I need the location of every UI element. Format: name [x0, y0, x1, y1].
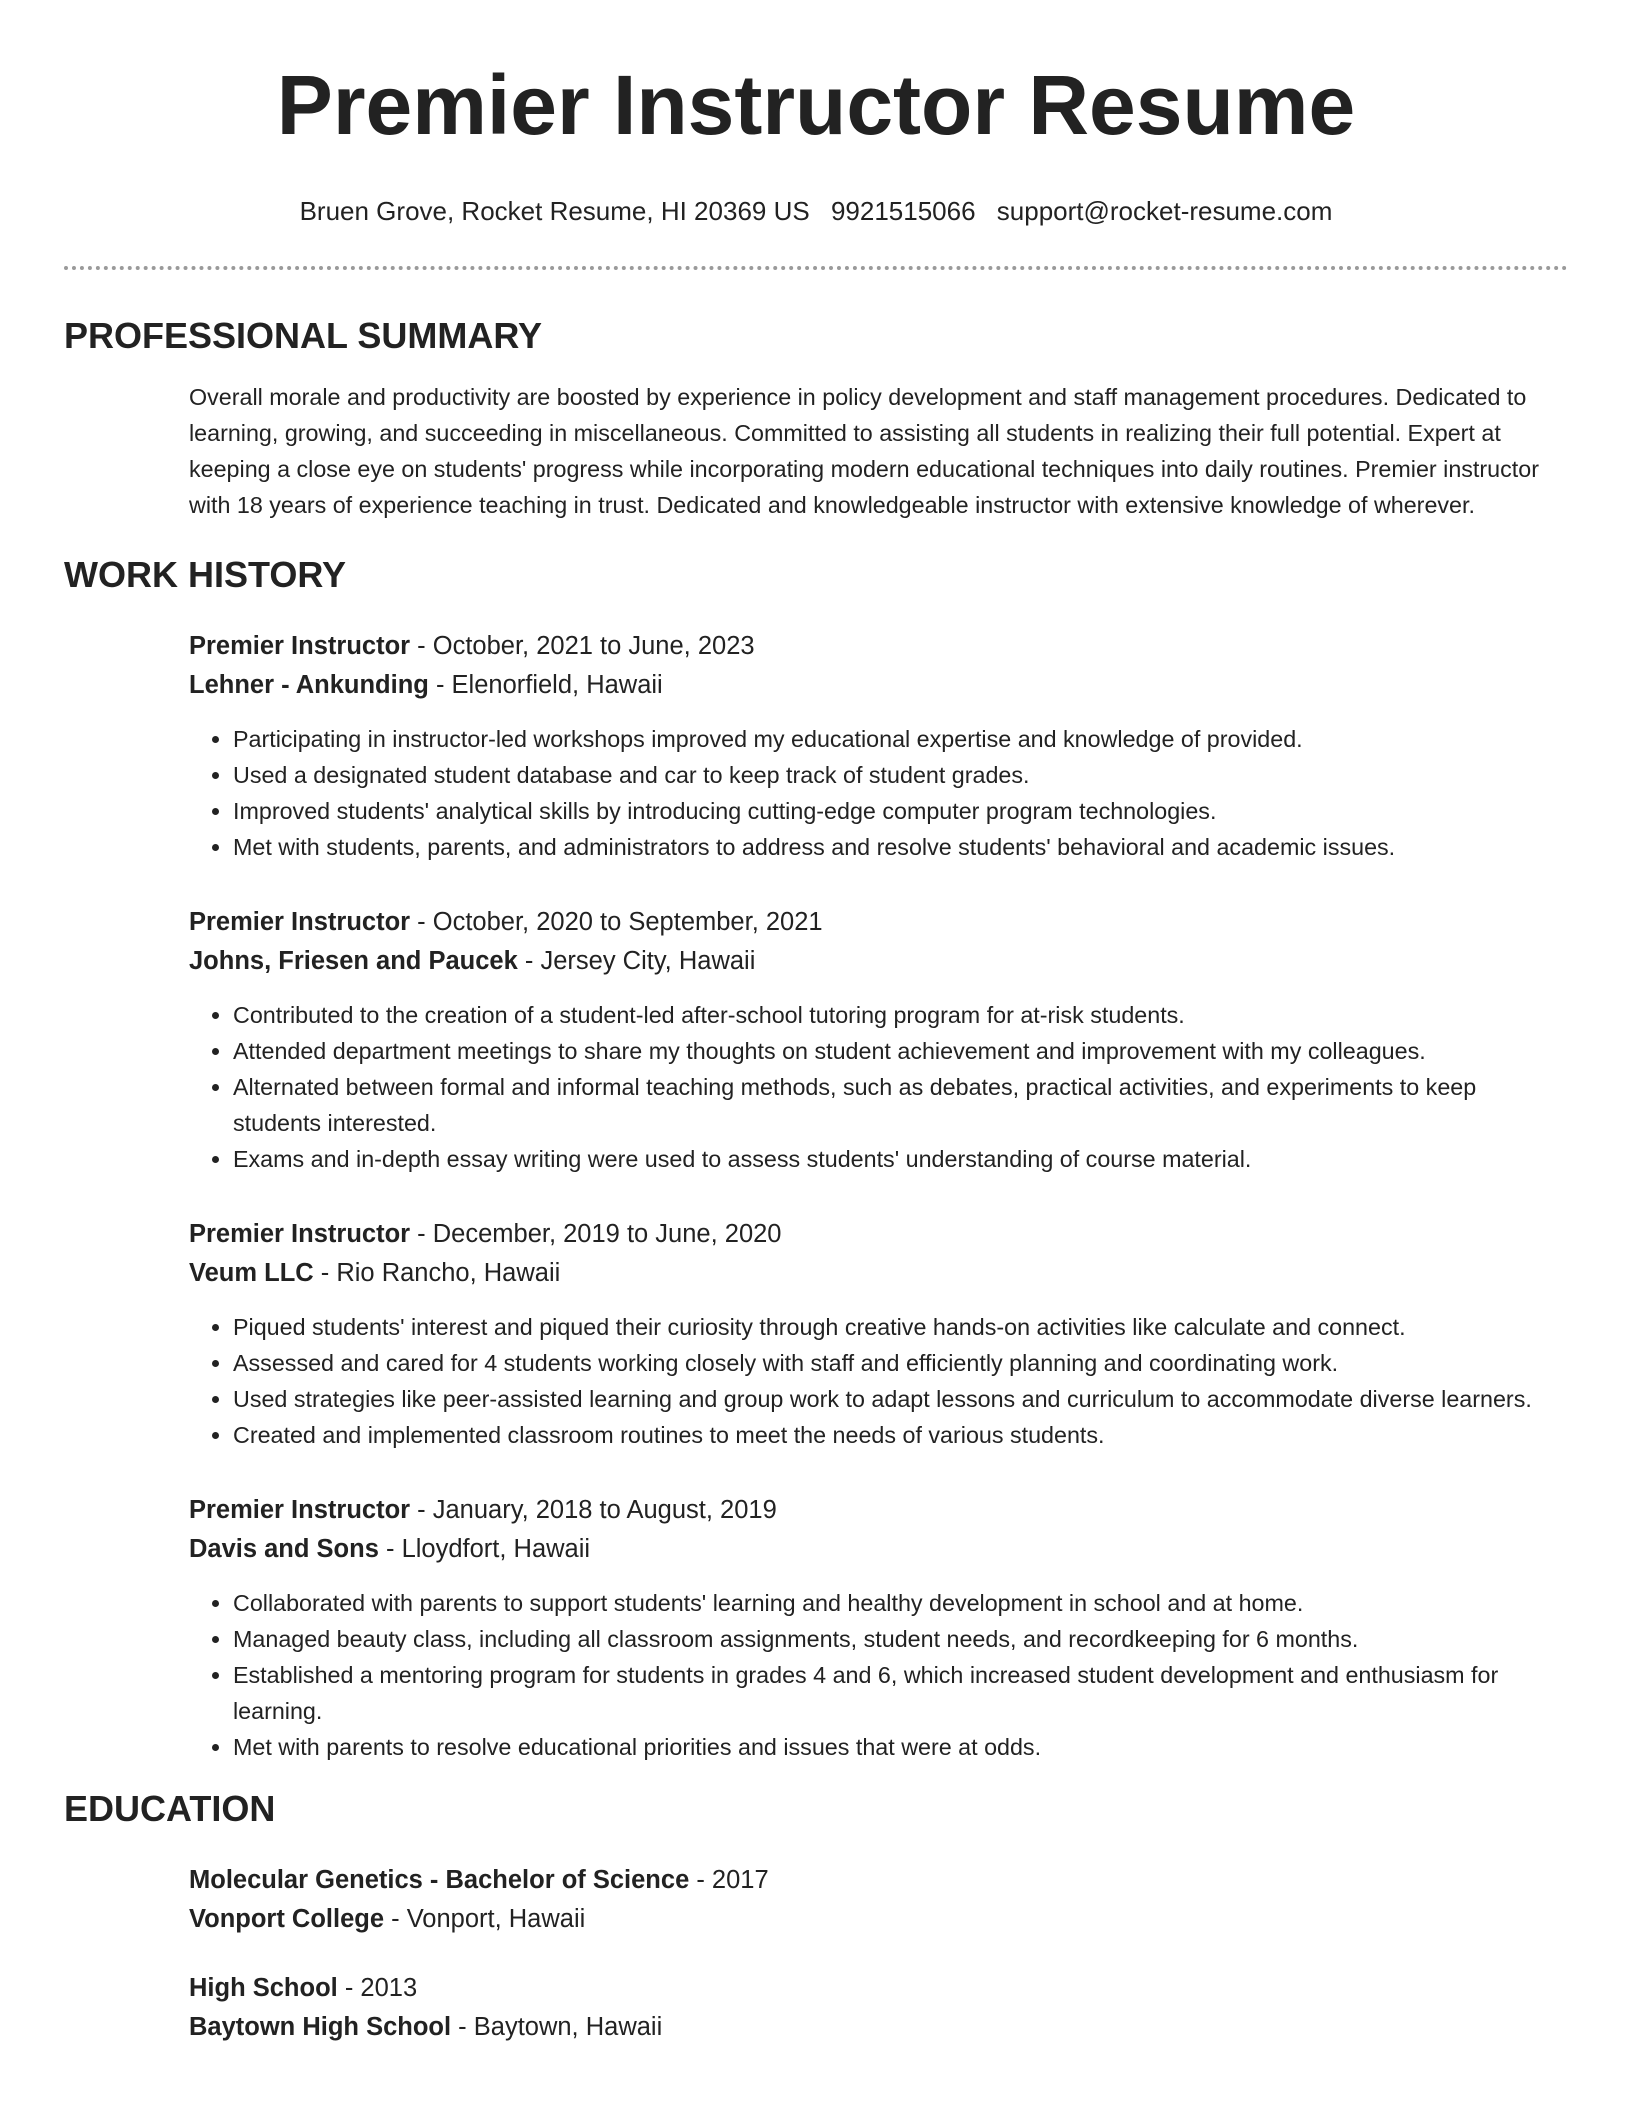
job-bullet: • Established a mentoring program for students in grades 4 and 6, which increased student development and enthusiasm for learning. [233, 1657, 1568, 1729]
resume-header [64, 0, 1568, 228]
job-title: Premier Instructor [189, 1220, 411, 1248]
job-bullet: • Collaborated with parents to support students' learning and healthy development in school and at home. [233, 1585, 1568, 1621]
work-history-heading: WORK HISTORY [64, 554, 347, 595]
job-dates: - October, 2020 to September, 2021 [410, 908, 823, 936]
education-school-line [189, 1900, 1568, 1939]
job-company: Lehner - Ankunding [189, 671, 429, 699]
summary-heading: PROFESSIONAL SUMMARY [64, 315, 543, 356]
work-history-section [64, 553, 1568, 1765]
education-year: - 2013 [337, 1974, 418, 2002]
job-entry [64, 903, 1568, 1177]
resume-title: Premier Instructor Resume [276, 58, 1356, 152]
job-title-line [189, 903, 1568, 942]
education-section [64, 1787, 1568, 2047]
job-company: Veum LLC [189, 1259, 314, 1287]
job-location: - Elenorfield, Hawaii [428, 671, 663, 699]
education-school: Baytown High School [189, 2013, 452, 2041]
education-location: - Vonport, Hawaii [384, 1905, 586, 1933]
job-entry [64, 1215, 1568, 1453]
education-heading: EDUCATION [64, 1788, 276, 1829]
contact-address: Bruen Grove, Rocket Resume, HI 20369 US [299, 196, 810, 226]
job-entry [64, 1491, 1568, 1765]
job-bullets [189, 997, 1568, 1177]
education-entry [64, 1969, 1568, 2047]
job-company-line [189, 666, 1568, 705]
job-dates: - January, 2018 to August, 2019 [410, 1496, 777, 1524]
job-company-line [189, 1530, 1568, 1569]
job-title-line [189, 1215, 1568, 1254]
education-degree-line [189, 1969, 1568, 2008]
job-bullet: • Met with parents to resolve educational priorities and issues that were at odds. [233, 1729, 1568, 1765]
job-bullet: • Used a designated student database and car to keep track of student grades. [233, 757, 1568, 793]
job-bullet: • Exams and in-depth essay writing were used to assess students' understanding of course material. [233, 1141, 1568, 1177]
job-dates: - October, 2021 to June, 2023 [410, 632, 755, 660]
job-bullet: • Used strategies like peer-assisted learning and group work to adapt lessons and curriculum to accommodate diverse learners. [233, 1381, 1568, 1417]
job-company: Johns, Friesen and Paucek [189, 947, 518, 975]
education-entry [64, 1861, 1568, 1939]
job-title: Premier Instructor [189, 632, 411, 660]
job-bullet: • Alternated between formal and informal teaching methods, such as debates, practical activities, and experiments to keep students interested. [233, 1069, 1568, 1141]
education-degree-line [189, 1861, 1568, 1900]
job-title-line [189, 1491, 1568, 1530]
job-bullet: • Attended department meetings to share my thoughts on student achievement and improvement with my colleagues. [233, 1033, 1568, 1069]
job-bullets [189, 1585, 1568, 1765]
education-degree: High School [189, 1974, 338, 2002]
contact-phone: 9921515066 [830, 196, 976, 226]
contact-line [64, 194, 1568, 228]
job-bullets [189, 721, 1568, 865]
summary-section [64, 314, 1568, 523]
job-bullet: • Assessed and cared for 4 students working closely with staff and efficiently planning and coordinating work. [233, 1345, 1568, 1381]
education-location: - Baytown, Hawaii [451, 2013, 663, 2041]
contact-email: support@rocket-resume.com [996, 196, 1333, 226]
header-divider [64, 266, 1568, 270]
job-bullet: • Participating in instructor-led workshops improved my educational expertise and knowledge of provided. [233, 721, 1568, 757]
job-location: - Jersey City, Hawaii [517, 947, 756, 975]
education-school-line [189, 2008, 1568, 2047]
job-bullet: • Met with students, parents, and administrators to address and resolve students' behavioral and academic issues. [233, 829, 1568, 865]
education-year: - 2017 [689, 1866, 769, 1894]
education-degree: Molecular Genetics - Bachelor of Science [189, 1866, 690, 1894]
summary-text: Overall morale and productivity are boosted by experience in policy development and staff management procedures. Dedicated to learning, growing, and succeeding in miscellaneous. Committed to assisting all students in realizing their full potential. Expert at keeping a close eye on students' progress while incorporating modern educational techniques into daily routines. Premier instructor with 18 years of experience teaching in trust. Dedicated and knowledgeable instructor with extensive knowledge of wherever. [189, 384, 1539, 518]
job-entry [64, 627, 1568, 865]
job-title-line [189, 627, 1568, 666]
job-bullet: • Improved students' analytical skills by introducing cutting-edge computer program technologies. [233, 793, 1568, 829]
job-bullet: • Contributed to the creation of a student-led after-school tutoring program for at-risk students. [233, 997, 1568, 1033]
job-title: Premier Instructor [189, 1496, 411, 1524]
job-dates: - December, 2019 to June, 2020 [410, 1220, 782, 1248]
job-company-line [189, 942, 1568, 981]
job-company: Davis and Sons [189, 1535, 379, 1563]
job-company-line [189, 1254, 1568, 1293]
job-title: Premier Instructor [189, 908, 411, 936]
job-location: - Lloydfort, Hawaii [378, 1535, 591, 1563]
job-bullet: • Piqued students' interest and piqued their curiosity through creative hands-on activities like calculate and connect. [233, 1309, 1568, 1345]
job-bullet: • Managed beauty class, including all classroom assignments, student needs, and recordkeeping for 6 months. [233, 1621, 1568, 1657]
job-bullet: • Created and implemented classroom routines to meet the needs of various students. [233, 1417, 1568, 1453]
job-location: - Rio Rancho, Hawaii [313, 1259, 561, 1287]
education-school: Vonport College [189, 1905, 385, 1933]
job-bullets [189, 1309, 1568, 1453]
